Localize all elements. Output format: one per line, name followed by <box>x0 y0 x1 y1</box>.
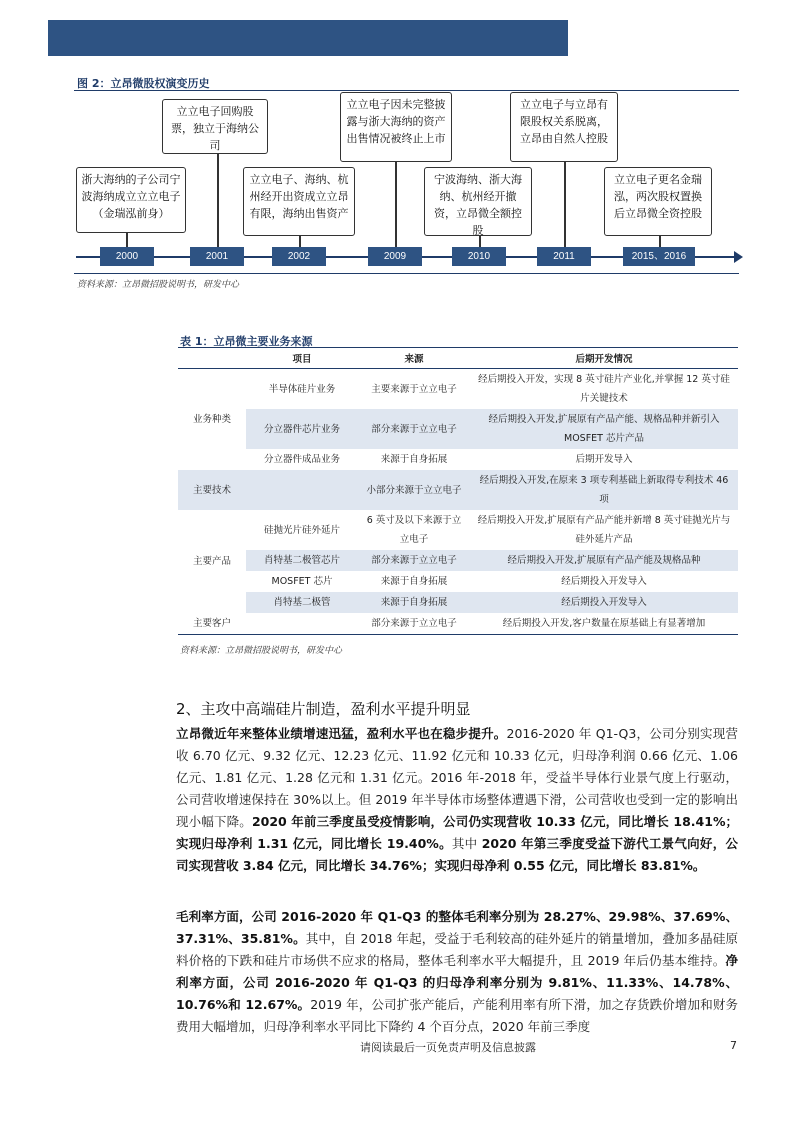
year-2000: 2000 <box>100 247 154 266</box>
source-cell: 部分来源于立立电子 <box>358 409 470 449</box>
connector <box>659 236 661 247</box>
source-cell: 部分来源于立立电子 <box>371 618 457 629</box>
text-run: 2016-2020 年 Q1-Q3，公司分别实现营收 6.70 亿元、9.32 亿元、12.23 亿元、11.92 亿元和 10.33 亿元，归母净利润 0.66 亿元、1.06 亿元、1.81 亿元、1.28 亿元和 1.31 亿元。2016 年-2018 年，受益半导体行业景气度上行驱动，公司营收增速保持在 30%以上。但 2019 年半导体市场整体遭遇下滑，公司营收也受到一定的影响出现小幅下降。 <box>176 726 738 829</box>
table-row <box>178 369 738 410</box>
table-row <box>178 470 738 510</box>
figure-bottom-rule <box>74 273 739 274</box>
year-2009: 2009 <box>368 247 422 266</box>
development-cell: 后期开发导入 <box>575 454 633 465</box>
item-cell <box>246 470 358 510</box>
table-row <box>178 613 738 635</box>
year-2011: 2011 <box>537 247 591 266</box>
paragraph-revenue <box>176 723 738 877</box>
year-2001: 2001 <box>190 247 244 266</box>
business-source-table <box>178 347 738 635</box>
development-cell: 经后期投入开发导入 <box>561 576 647 587</box>
text-run: 2020 年第三季度受益下游代工景气向好，公司实现营收 3.84 亿元，同比增长 34.76%；实现归母净利 0.55 亿元，同比增长 83.81%。 <box>176 836 738 873</box>
table-source: 资料来源：立昂微招股说明书，研发中心 <box>180 646 343 656</box>
development-cell: 经后期投入开发导入 <box>470 592 738 613</box>
source-cell: 主要来源于立立电子 <box>371 383 457 395</box>
year-2002: 2002 <box>272 247 326 266</box>
header-cell-blank <box>178 348 246 369</box>
text-run: 立昂微近年来整体业绩增速迅猛，盈利水平也在稳步提升。 <box>176 726 507 741</box>
connector <box>299 236 301 247</box>
paragraph-margins <box>176 906 738 1038</box>
text-run: 2019 年，公司扩张产能后，产能利用率有所下滑，加之存货跌价增加和财务费用大幅增加，归母净利率水平同比下降约 4 个百分点，2020 年前三季度 <box>176 997 738 1034</box>
text-run: 2020 年前三季度虽受疫情影响，公司仍实现营收 10.33 亿元，同比增长 18.41%；实现归母净利 1.31 亿元，同比增长 19.40%。 <box>176 814 738 851</box>
source-cell: 小部分来源于立立电子 <box>358 470 470 510</box>
connector <box>395 162 397 247</box>
event-2002: 立立电子、海纳、杭州经开出资成立立昂有限，海纳出售资产 <box>243 167 355 236</box>
footer-disclaimer: 请阅读最后一页免责声明及信息披露 <box>360 1041 536 1054</box>
source-cell: 6 英寸及以下来源于立立电子 <box>366 515 462 545</box>
source-cell: 来源于自身拓展 <box>358 592 470 613</box>
table-row <box>178 592 738 613</box>
item-cell: MOSFET 芯片 <box>271 576 333 587</box>
text-run: 毛利率方面，公司 2016-2020 年 Q1-Q3 的整体毛利率分别为 28.27%、29.98%、37.69%、37.31%、35.81%。 <box>176 909 738 946</box>
text-run: 其中 <box>451 836 482 851</box>
figure-rule <box>74 90 739 91</box>
event-2010: 宁波海纳、浙大海纳、杭州经开撤资，立昂微全额控股 <box>424 167 532 236</box>
item-cell: 肖特基二极管 <box>246 592 358 613</box>
item-cell: 半导体硅片业务 <box>268 383 336 395</box>
figure-title: 图 2：立昂微股权演变历史 <box>77 77 210 90</box>
table-title: 表 1：立昂微主要业务来源 <box>180 335 313 348</box>
item-cell: 分立器件成品业务 <box>263 454 340 465</box>
development-cell: 经后期投入开发,在原来 3 项专利基础上新取得专利技术 46 项 <box>470 470 738 510</box>
connector <box>564 162 566 247</box>
development-cell: 经后期投入开发,扩展原有产品产能、规格品种并新引入 MOSFET 芯片产品 <box>470 409 738 449</box>
figure-source: 资料来源：立昂微招股说明书，研发中心 <box>77 280 240 290</box>
source-cell: 来源于自身拓展 <box>380 576 448 587</box>
category-products: 主要产品 <box>178 510 246 613</box>
event-2000: 浙大海纳的子公司宁波海纳成立立立电子（金瑞泓前身） <box>76 167 186 233</box>
development-cell: 经后期投入开发,客户数量在原基础上有显著增加 <box>502 618 706 629</box>
event-2015-2016: 立立电子更名金瑞泓，两次股权置换后立昂微全资控股 <box>604 167 712 236</box>
table-row <box>178 449 738 470</box>
table-row <box>178 571 738 592</box>
category-business: 业务种类 <box>178 369 246 471</box>
item-cell: 分立器件芯片业务 <box>246 409 358 449</box>
event-2001: 立立电子回购股票，独立于海纳公司 <box>162 99 268 154</box>
development-cell: 经后期投入开发,扩展原有产品产能及规格品种 <box>470 550 738 571</box>
table-row <box>178 510 738 550</box>
table-row <box>178 550 738 571</box>
header-cell-development: 后期开发情况 <box>470 348 738 369</box>
header-cell-source: 来源 <box>358 348 470 369</box>
connector <box>126 233 128 247</box>
page-number: 7 <box>730 1039 737 1052</box>
item-cell: 肖特基二极管芯片 <box>246 550 358 571</box>
source-cell: 来源于自身拓展 <box>380 454 448 465</box>
header-bar <box>48 20 568 56</box>
item-cell <box>246 613 358 635</box>
header-cell-item: 项目 <box>246 348 358 369</box>
category-customers: 主要客户 <box>178 613 246 635</box>
connector <box>217 154 219 247</box>
year-2015-2016: 2015、2016 <box>623 247 695 266</box>
development-cell: 经后期投入开发,扩展原有产品产能并新增 8 英寸硅抛光片与硅外延片产品 <box>477 515 731 545</box>
section-title: 2、主攻中高端硅片制造，盈利水平提升明显 <box>176 700 471 718</box>
source-cell: 部分来源于立立电子 <box>358 550 470 571</box>
category-technology: 主要技术 <box>178 470 246 510</box>
item-cell: 硅抛光片硅外延片 <box>263 524 340 536</box>
event-2009: 立立电子因未完整披露与浙大海纳的资产出售情况被终止上市 <box>340 92 452 162</box>
development-cell: 经后期投入开发，实现 8 英寸硅片产业化,并掌握 12 英寸硅片关键技术 <box>478 374 730 404</box>
text-run: 净利率方面，公司 2016-2020 年 Q1-Q3 的归母净利率分别为 9.81%、11.33%、14.78%、10.76%和 12.67%。 <box>176 953 738 1012</box>
timeline-arrow-icon <box>734 251 743 263</box>
event-2011: 立立电子与立昂有限股权关系脱离，立昂由自然人控股 <box>510 92 618 162</box>
table-row <box>178 409 738 449</box>
year-2010: 2010 <box>452 247 506 266</box>
text-run: 其中，自 2018 年起，受益于毛利较高的硅外延片的销量增加，叠加多晶硅原料价格的下跌和硅片市场供不应求的格局，整体毛利率水平大幅提升，且 2019 年后仍基本维持。 <box>176 931 738 968</box>
